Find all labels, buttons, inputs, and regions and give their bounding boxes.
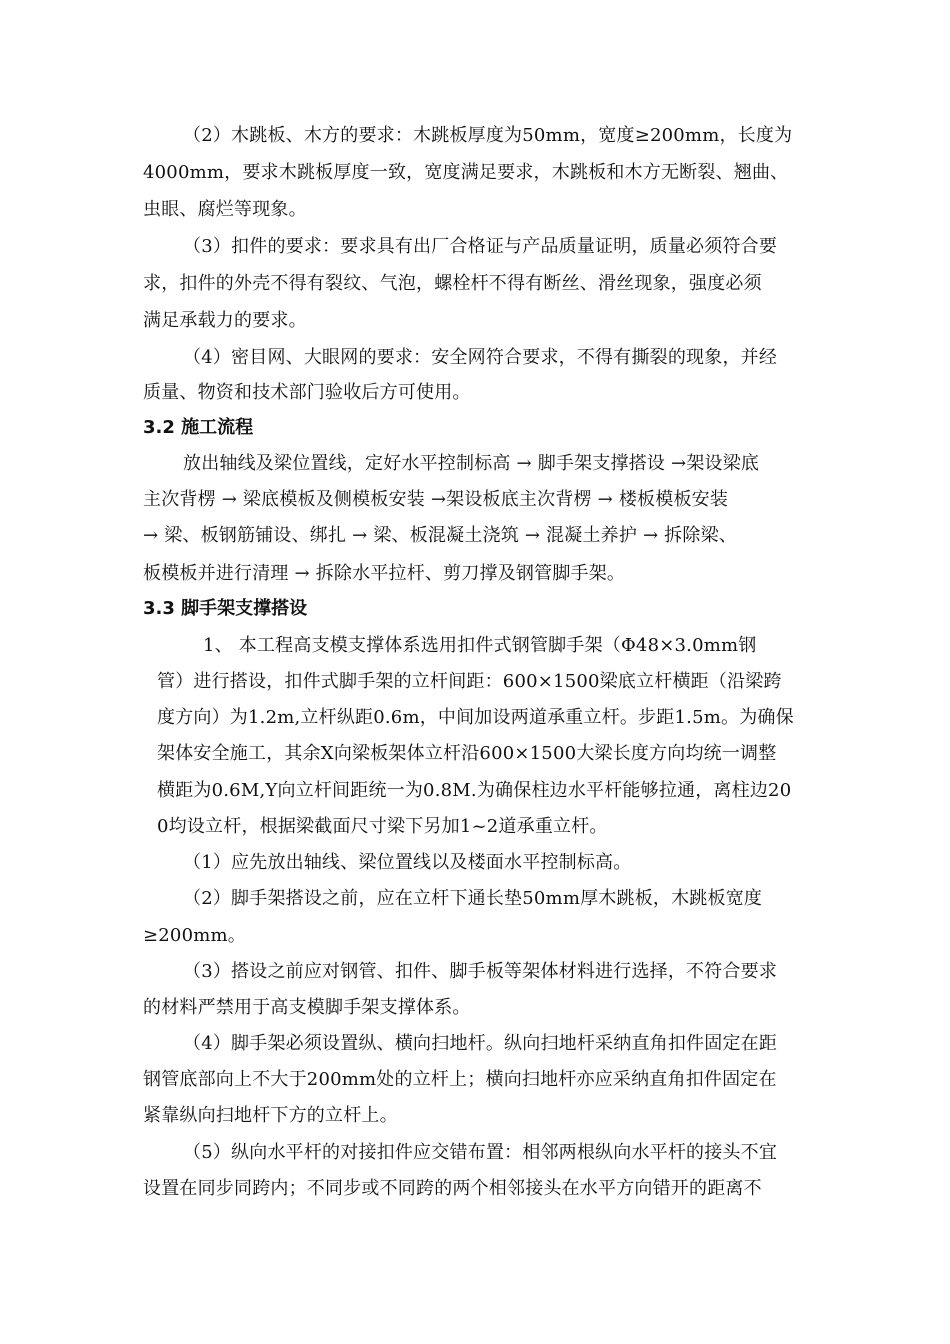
paragraph-line: 1、 本工程高支模支撑体系选用扣件式钢管脚手架（Φ48×3.0mm钢 [203,635,757,656]
paragraph-line: 质量、物资和技术部门验收后方可使用。 [143,382,471,403]
paragraph-line: → 梁、板钢筋铺设、绑扎 → 梁、板混凝土浇筑 → 混凝土养护 → 拆除梁、 [143,525,737,546]
paragraph-line: （5）纵向水平杆的对接扣件应交错布置：相邻两根纵向水平杆的接头不宜 [183,1142,778,1163]
paragraph-line: 板模板并进行清理 → 拆除水平拉杆、剪刀撑及钢管脚手架。 [143,563,626,584]
paragraph-line: 钢管底部向上不大于200mm处的立杆上；横向扫地杆亦应采纳直角扣件固定在 [143,1069,777,1090]
paragraph-line: 放出轴线及梁位置线，定好水平控制标高 → 脚手架支撑搭设 →架设梁底 [183,453,760,474]
paragraph-line: （3）搭设之前应对钢管、扣件、脚手板等架体材料进行选择，不符合要求 [183,961,778,982]
paragraph-line: 的材料严禁用于高支模脚手架支撑体系。 [143,997,471,1018]
paragraph-line: （2）木跳板、木方的要求：木跳板厚度为50mm，宽度≥200mm，长度为 [183,125,793,146]
paragraph-line: 度方向）为1.2m,立杆纵距0.6m，中间加设两道承重立杆。步距1.5m。为确保 [157,707,794,728]
paragraph-line: ≥200mm。 [143,925,246,946]
paragraph-line: 虫眼、腐烂等现象。 [143,199,307,220]
paragraph-line: 满足承载力的要求。 [143,310,307,331]
paragraph-line: 0均设立杆，根据梁截面尺寸梁下另加1~2道承重立杆。 [157,816,608,837]
paragraph-line: （1）应先放出轴线、梁位置线以及楼面水平控制标高。 [183,852,632,873]
paragraph-line: 横距为0.6M,Y向立杆间距统一为0.8M.为确保柱边水平杆能够拉通，离柱边20 [157,780,792,801]
paragraph-line: 架体安全施工，其余X向梁板架体立杆沿600×1500大梁长度方向均统一调整 [157,743,777,764]
paragraph-line: 4000mm，要求木跳板厚度一致，宽度满足要求，木跳板和木方无断裂、翘曲、 [143,162,789,183]
paragraph-line: 主次背楞 → 梁底模板及侧模板安装 →架设板底主次背楞 → 楼板模板安装 [143,489,729,510]
paragraph-line: 紧靠纵向扫地杆下方的立杆上。 [143,1105,398,1126]
paragraph-line: （3）扣件的要求：要求具有出厂合格证与产品质量证明，质量必须符合要 [183,236,778,257]
paragraph-line: （4）密目网、大眼网的要求：安全网符合要求，不得有撕裂的现象，并经 [183,347,778,368]
paragraph-line: 设置在同步同跨内；不同步或不同跨的两个相邻接头在水平方向错开的距离不 [143,1178,762,1199]
paragraph-line: （2）脚手架搭设之前，应在立杆下通长垫50mm厚木跳板，木跳板宽度 [183,888,763,909]
section-heading: 3.2 施工流程 [143,417,254,438]
paragraph-line: 管）进行搭设，扣件式脚手架的立杆间距：600×1500梁底立杆横距（沿梁跨 [157,671,782,692]
section-heading: 3.3 脚手架支撑搭设 [143,598,308,619]
paragraph-line: （4）脚手架必须设置纵、横向扫地杆。纵向扫地杆采纳直角扣件固定在距 [183,1033,778,1054]
paragraph-line: 求，扣件的外壳不得有裂纹、气泡，螺栓杆不得有断丝、滑丝现象，强度必须 [143,273,762,294]
